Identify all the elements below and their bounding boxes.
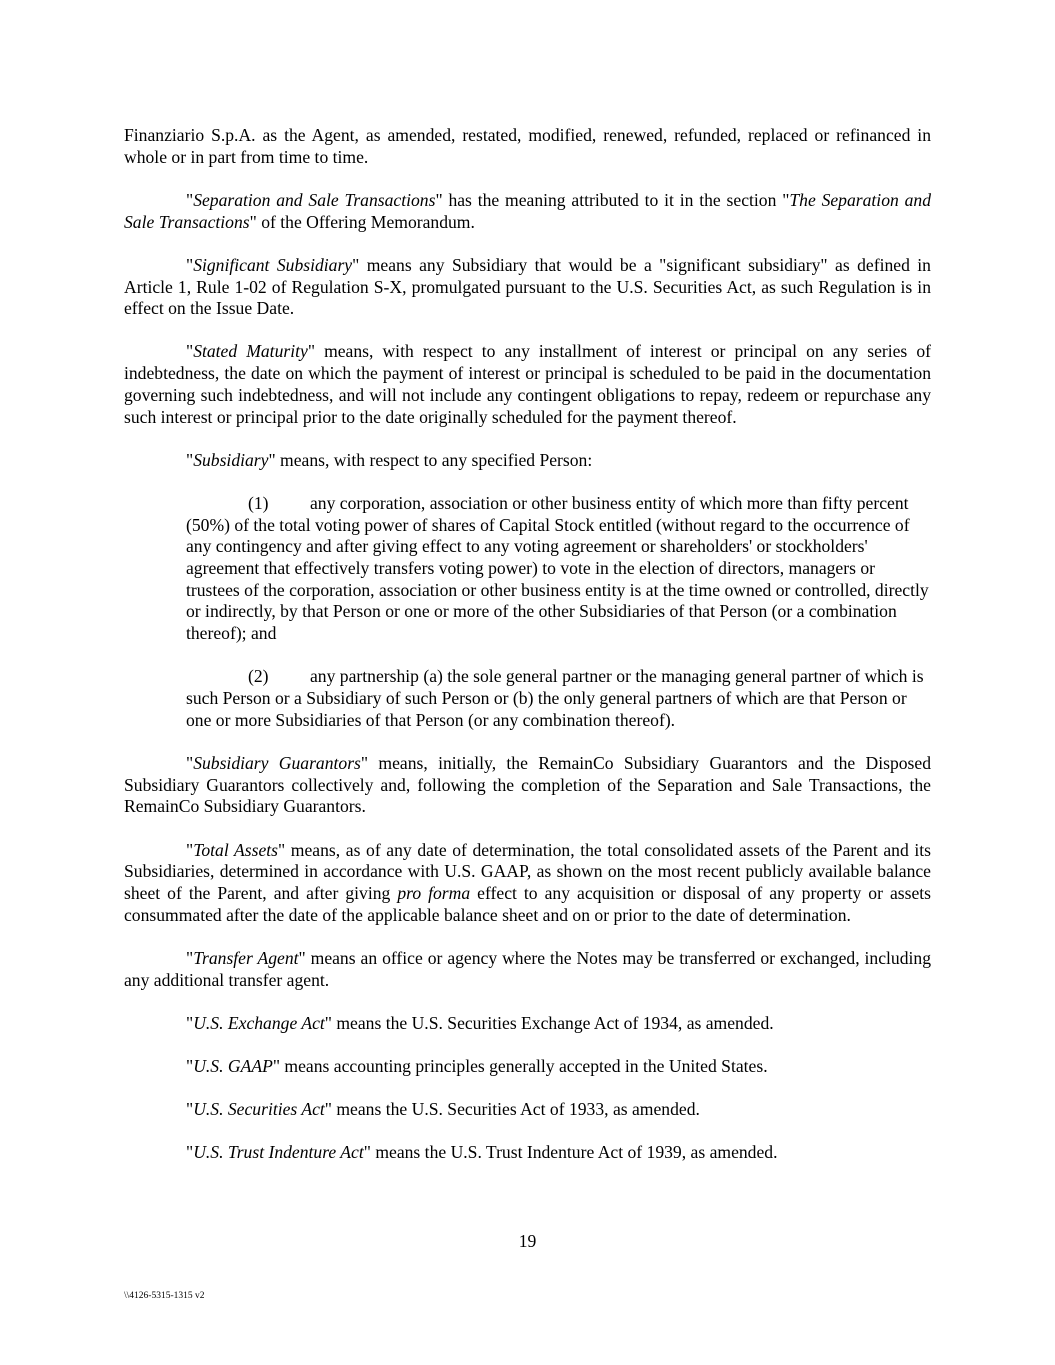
defined-term: Subsidiary — [193, 449, 269, 470]
defined-term: U.S. Exchange Act — [193, 1012, 325, 1033]
section-reference: The Separation and Sale Transactions — [124, 189, 931, 232]
definition-us-trust-indenture-act: "U.S. Trust Indenture Act" means the U.S. Trust Indenture Act of 1939, as amended. — [186, 1142, 778, 1163]
definition-us-gaap: "U.S. GAAP" means accounting principles generally accepted in the United States. — [186, 1056, 768, 1076]
defined-term: Significant Subsidiary — [193, 254, 353, 275]
clause-text: any corporation, association or other business entity of which more than fifty percent (50%) of the total voting power of shares of Capital Stock entitled (without regard to the occurrence of any contingency and after giving effect to any voting agreement or shareholders' or stockholders' agreement that effectively transfers voting power) to vote in the election of directors, managers or trustees of the corporation, association or other business entity is at the time owned or controlled, directly or indirectly, by that Person or one or more of the other Subsidiaries of that Person (or a combination thereof); and — [186, 492, 929, 644]
clause-number: (2) — [248, 666, 269, 687]
definition-transfer-agent: "Transfer Agent" means an office or agency where the Notes may be transferred or exchanged, including any additional transfer agent. — [124, 947, 931, 990]
defined-term: U.S. Securities Act — [193, 1099, 325, 1120]
definition-subsidiary: "Subsidiary" means, with respect to any specified Person: — [186, 449, 593, 470]
defined-term: Total Assets — [193, 839, 279, 860]
definition-us-securities-act: "U.S. Securities Act" means the U.S. Securities Act of 1933, as amended. — [186, 1099, 700, 1120]
definition-separation-and-sale-transactions: "Separation and Sale Transactions" has the meaning attributed to it in the section "The Separation and Sale Transactions" of the Offering Memorandum. — [124, 189, 931, 232]
clause-number: (1) — [248, 492, 269, 513]
clause-text: any partnership (a) the sole general partner or the managing general partner of which is such Person or a Subsidiary of such Person or (b) the only general partners of which are that Person or one or more Subsidiaries of that Person (or any combination thereof). — [186, 666, 924, 730]
defined-term: U.S. Trust Indenture Act — [193, 1142, 364, 1163]
defined-term: U.S. GAAP — [193, 1056, 273, 1076]
document-id: \\4126-5315-1315 v2 — [124, 1291, 205, 1301]
definition-subsidiary-guarantors: "Subsidiary Guarantors" means, initially, the RemainCo Subsidiary Guarantors and the Disposed Subsidiary Guarantors collectively and, following the completion of the Separation and Sale Transactions, the RemainCo Subsidiary Guarantors. — [124, 752, 931, 817]
subsidiary-clause-2 — [186, 666, 931, 731]
subsidiary-clause-1 — [186, 493, 931, 645]
defined-term: Separation and Sale Transactions — [193, 189, 436, 210]
definition-stated-maturity: "Stated Maturity" means, with respect to any installment of interest or principal on any series of indebtedness, the date on which the payment of interest or principal is scheduled to be paid in the documentation governing such indebtedness, and will not include any contingent obligations to repay, redeem or repurchase any such interest or principal prior to the date originally scheduled for the payment thereof. — [124, 341, 932, 427]
definition-total-assets: "Total Assets" means, as of any date of determination, the total consolidated assets of the Parent and its Subsidiaries, determined in accordance with U.S. GAAP, as shown on the most recent publicly available balance sheet of the Parent, and after giving pro forma effect to any acquisition or disposal of any property or assets consummated after the date of the applicable balance sheet and on or prior to the date of determination. — [124, 839, 931, 925]
defined-term: Subsidiary Guarantors — [193, 752, 361, 773]
document-body — [124, 125, 931, 1186]
defined-term: Transfer Agent — [193, 947, 299, 968]
intro-paragraph: Finanziario S.p.A. as the Agent, as amended, restated, modified, renewed, refunded, replaced or refinanced in whole or in part from time to time. — [124, 125, 931, 167]
page-number: 19 — [518, 1231, 537, 1251]
pro-forma-term: pro forma — [397, 882, 471, 903]
definition-significant-subsidiary: "Significant Subsidiary" means any Subsidiary that would be a "significant subsidiary" as defined in Article 1, Rule 1-02 of Regulation S-X, promulgated pursuant to the U.S. Securities Act, as such Regulation is in effect on the Issue Date. — [124, 254, 931, 319]
defined-term: Stated Maturity — [193, 341, 308, 362]
definition-us-exchange-act: "U.S. Exchange Act" means the U.S. Securities Exchange Act of 1934, as amended. — [186, 1012, 774, 1033]
